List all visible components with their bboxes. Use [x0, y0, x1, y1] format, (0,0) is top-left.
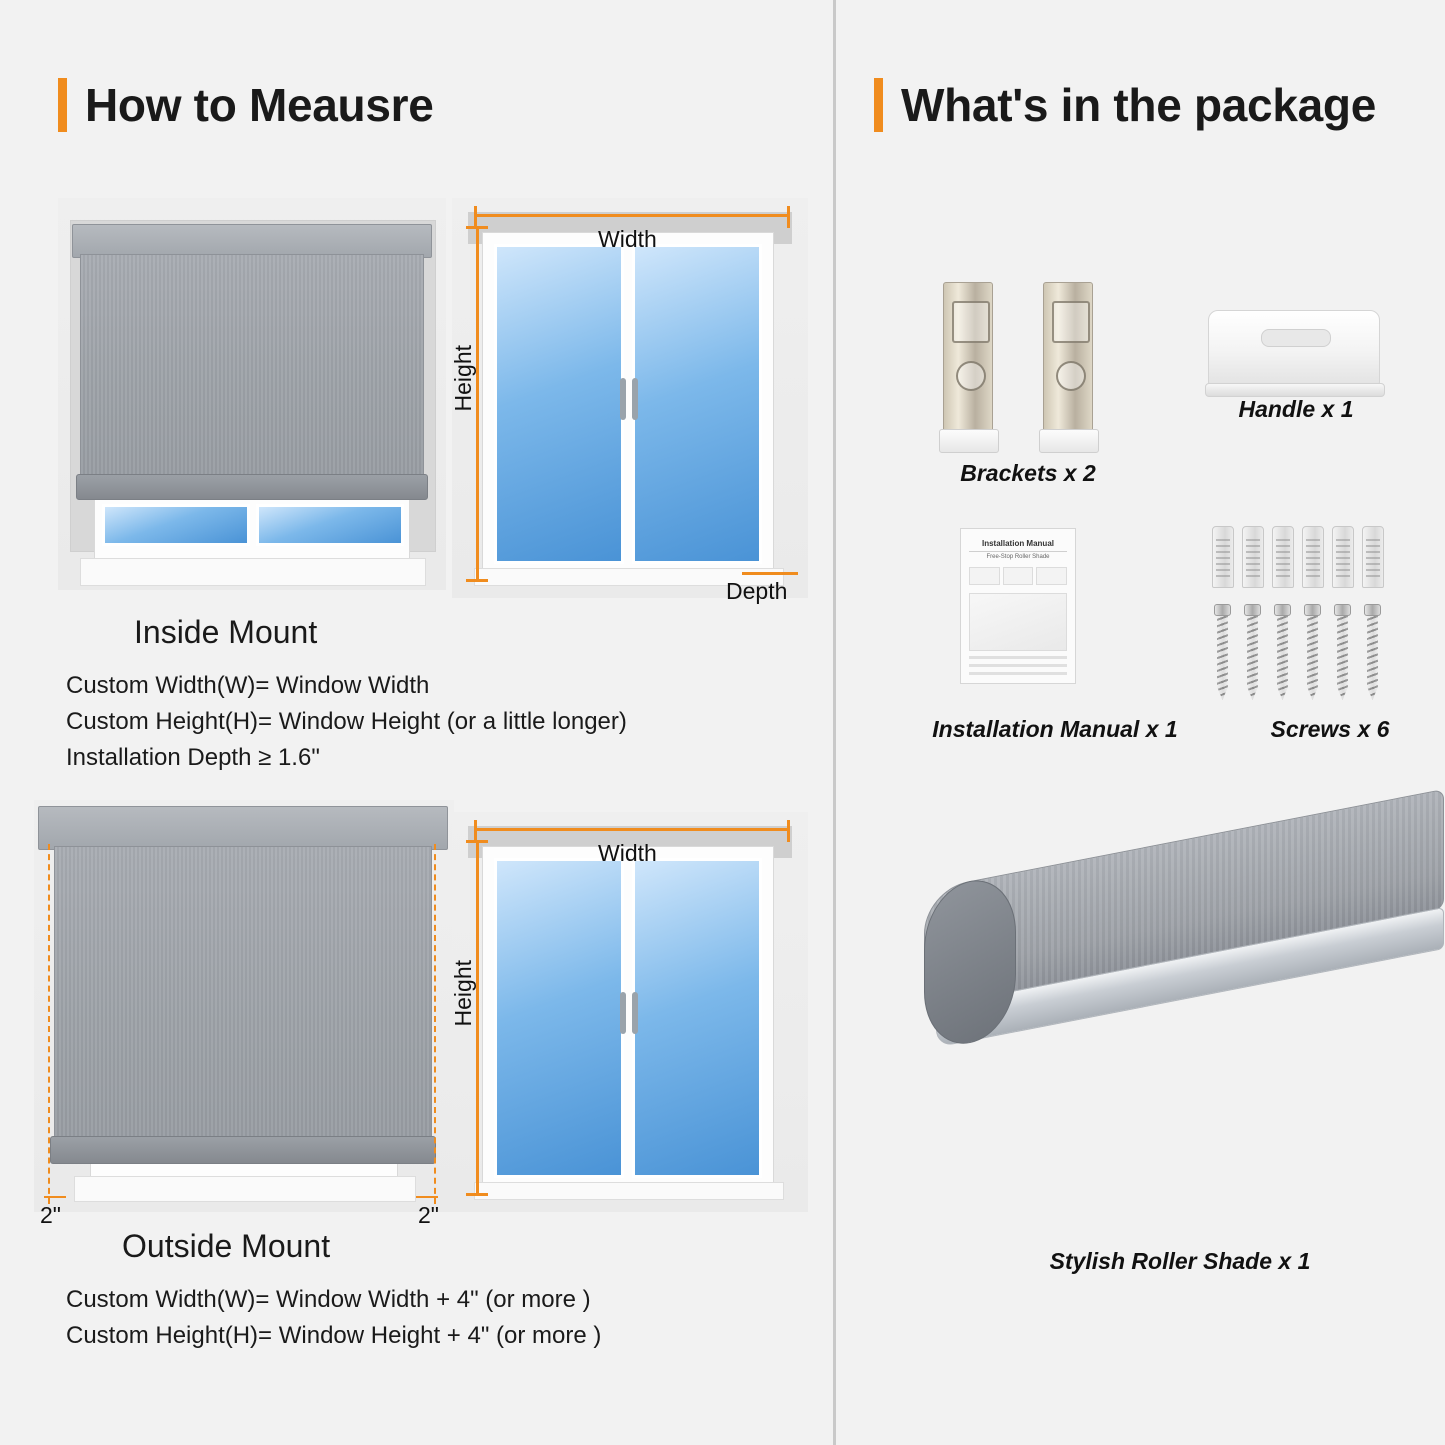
height-label-inside: Height — [450, 345, 476, 412]
width-label-inside: Width — [598, 226, 657, 252]
bracket-foot-1 — [939, 429, 999, 453]
shade-fabric-outside — [54, 846, 432, 1140]
window-handle-right-outside — [632, 992, 638, 1034]
width-label-outside: Width — [598, 840, 657, 866]
screw-shaft — [1367, 616, 1378, 700]
shade-bottom-rail-outside — [50, 1136, 436, 1164]
screw-6 — [1364, 604, 1381, 700]
window-handle-left-outside — [620, 992, 626, 1034]
depth-label: Depth — [726, 578, 788, 604]
width-tick-cap-left-outside — [474, 820, 477, 842]
window-glass-pane-right-outside — [632, 858, 762, 1178]
right-column — [838, 0, 1445, 1445]
accent-bar-right — [874, 78, 883, 132]
height-tick-cap-top-outside — [466, 840, 488, 843]
screw-head — [1334, 604, 1351, 616]
shade-bottom-rail-inside — [76, 474, 428, 500]
wall-anchor-1 — [1212, 526, 1234, 588]
window-glass-pane-right — [632, 244, 762, 564]
height-tick-cap-bottom-inside — [466, 579, 488, 582]
width-tick-cap-right-outside — [787, 820, 790, 842]
manual-step-grid — [969, 567, 1067, 585]
accent-bar-left — [58, 78, 67, 132]
overhang-label-right: 2" — [418, 1202, 439, 1228]
screw-head — [1214, 604, 1231, 616]
manual-diagram-image — [969, 593, 1067, 651]
width-tick-cap-right-inside — [787, 206, 790, 228]
screw-head — [1364, 604, 1381, 616]
depth-tick-line — [742, 572, 798, 575]
screw-3 — [1274, 604, 1291, 700]
overhang-label-left: 2" — [40, 1202, 61, 1228]
screw-shaft — [1217, 616, 1228, 700]
diagram-sill-outside — [474, 1182, 784, 1200]
screw-shaft — [1307, 616, 1318, 700]
overhang-arrow-right — [416, 1196, 438, 1198]
screw-head — [1244, 604, 1261, 616]
column-divider — [833, 0, 836, 1445]
window-sill-outside — [74, 1176, 416, 1202]
bracket-item-1 — [943, 282, 993, 432]
screw-shaft — [1247, 616, 1258, 700]
overhang-arrow-left — [44, 1196, 66, 1198]
inside-mount-title: Inside Mount — [134, 614, 318, 650]
screw-shaft — [1277, 616, 1288, 700]
wall-anchor-4 — [1302, 526, 1324, 588]
window-glass-pane-left — [494, 244, 624, 564]
wall-anchor-5 — [1332, 526, 1354, 588]
manual-text-line — [969, 672, 1067, 675]
installation-manual-item — [960, 528, 1076, 684]
height-tick-cap-top-inside — [466, 226, 488, 229]
handle-caption: Handle x 1 — [1238, 396, 1354, 422]
manual-text-line — [969, 664, 1067, 667]
manual-subtitle: Free-Stop Roller Shade — [986, 554, 1050, 560]
left-heading — [58, 78, 434, 132]
roller-shade-caption: Stylish Roller Shade x 1 — [1049, 1248, 1311, 1274]
wall-anchor-6 — [1362, 526, 1384, 588]
handle-base — [1205, 383, 1385, 397]
wall-anchor-2 — [1242, 526, 1264, 588]
screw-5 — [1334, 604, 1351, 700]
inside-spec-2: Custom Height(H)= Window Height (or a little longer) — [66, 708, 627, 735]
manual-cell — [1036, 567, 1067, 585]
manual-text-line — [969, 656, 1067, 659]
inside-spec-1: Custom Width(W)= Window Width — [66, 672, 430, 699]
shade-headrail-outside — [38, 806, 448, 850]
screw-4 — [1304, 604, 1321, 700]
window-glass-right — [256, 504, 404, 546]
window-handle-left — [620, 378, 626, 420]
height-tick-cap-bottom-outside — [466, 1193, 488, 1196]
screw-head — [1274, 604, 1291, 616]
shade-headrail-inside — [72, 224, 432, 258]
shade-fabric-inside — [80, 254, 424, 476]
inside-spec-3: Installation Depth ≥ 1.6" — [66, 744, 320, 771]
screw-head — [1304, 604, 1321, 616]
outside-mount-title: Outside Mount — [122, 1228, 331, 1264]
overhang-dash-left — [48, 844, 50, 1204]
inside-mount-measure-diagram — [452, 198, 808, 598]
width-tick-line-inside — [474, 214, 790, 217]
window-sill — [80, 558, 426, 586]
height-label-outside: Height — [450, 960, 476, 1027]
outside-spec-2: Custom Height(H)= Window Height + 4" (or more ) — [66, 1322, 602, 1349]
handle-item — [1208, 310, 1380, 388]
manual-cell — [1003, 567, 1034, 585]
left-heading-text: How to Meausre — [85, 79, 434, 131]
right-heading — [874, 78, 1376, 132]
width-tick-line-outside — [474, 828, 790, 831]
bracket-foot-2 — [1039, 429, 1099, 453]
manual-title: Installation Manual — [969, 539, 1067, 552]
bracket-item-2 — [1043, 282, 1093, 432]
brackets-caption: Brackets x 2 — [960, 460, 1096, 486]
window-handle-right — [632, 378, 638, 420]
right-heading-text: What's in the package — [901, 79, 1376, 131]
manual-cell — [969, 567, 1000, 585]
screw-shaft — [1337, 616, 1348, 700]
overhang-dash-right — [434, 844, 436, 1204]
window-glass-pane-left-outside — [494, 858, 624, 1178]
width-tick-cap-left-inside — [474, 206, 477, 228]
manual-caption: Installation Manual x 1 — [932, 716, 1178, 742]
screw-1 — [1214, 604, 1231, 700]
roller-shade-product — [924, 880, 1444, 1180]
outside-mount-shade-illustration — [34, 800, 454, 1212]
outside-spec-1: Custom Width(W)= Window Width + 4" (or more ) — [66, 1286, 591, 1313]
screw-2 — [1244, 604, 1261, 700]
wall-anchor-3 — [1272, 526, 1294, 588]
outside-mount-measure-diagram — [452, 812, 808, 1212]
inside-mount-shade-illustration — [58, 198, 446, 590]
screws-caption: Screws x 6 — [1270, 716, 1390, 742]
window-glass-left — [102, 504, 250, 546]
